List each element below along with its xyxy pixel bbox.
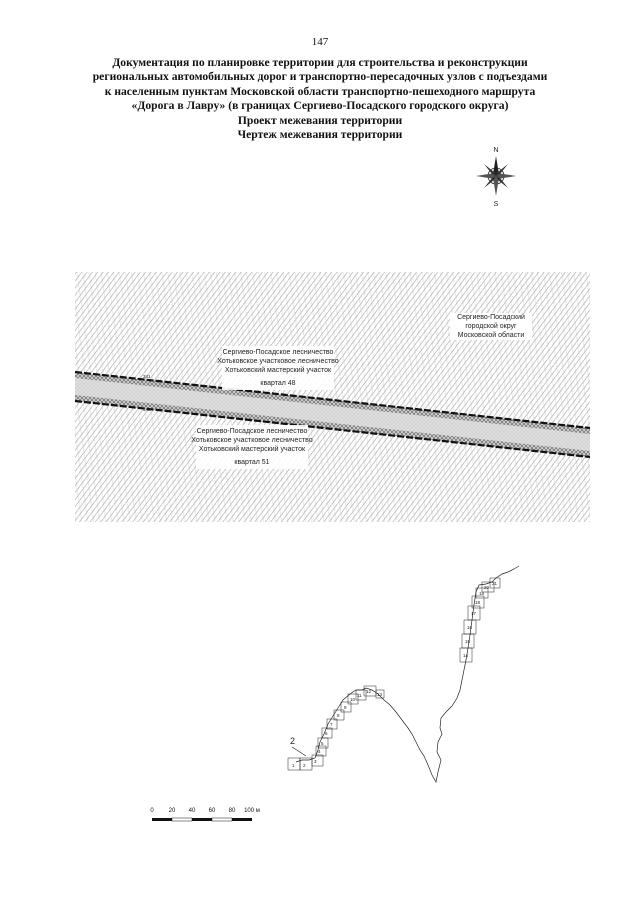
svg-text:Хотьковский мастерский участок: Хотьковский мастерский участок [224,367,332,374]
svg-text:20: 20 [484,585,490,590]
svg-text:8: 8 [337,713,340,718]
svg-text:7: 7 [330,722,333,727]
overview-sheet-numbers [292,581,498,768]
title-line: региональных автомобильных дорог и транспортно-пересадочных узлов с подъездами [92,70,548,84]
svg-text:квартал 51: квартал 51 [234,459,270,466]
svg-text:Хотьковский мастерский участок: Хотьковский мастерский участок [198,446,306,453]
subtitle-drawing: Чертеж межевания территории [237,128,403,142]
svg-text:12: 12 [366,689,372,694]
okrug-label [450,313,532,340]
svg-text:5: 5 [321,741,324,746]
svg-text:11: 11 [357,693,362,698]
svg-text:16: 16 [467,625,473,630]
kvartal-51-label [191,425,313,469]
point-label-341: 341 [143,374,151,379]
scale-tick-80: 80 [228,808,236,814]
svg-text:15: 15 [465,639,471,644]
svg-text:19: 19 [479,591,485,596]
svg-text:Сергиево-Посадский: Сергиево-Посадский [457,314,525,321]
svg-text:6: 6 [325,731,328,736]
svg-text:квартал 48: квартал 48 [260,380,296,387]
scale-tick-40: 40 [188,808,196,814]
scale-tick-100: 100 м [244,808,260,814]
svg-text:Сергиево-Посадское лесничество: Сергиево-Посадское лесничество [196,428,308,435]
svg-text:14: 14 [463,653,469,658]
svg-text:3: 3 [314,759,317,764]
title-line: к населенным пунктам Московской области транспортно-пешеходного маршрута [104,84,536,98]
current-sheet-leader [292,747,306,756]
svg-text:Московской области: Московской области [457,332,525,339]
current-sheet-number: 2 [290,736,296,746]
svg-text:Сергиево-Посадское лесничество: Сергиево-Посадское лесничество [222,349,334,356]
svg-text:10: 10 [350,697,356,702]
subtitle-project: Проект межевания территории [237,113,403,127]
title-line: «Дорога в Лавру» (в границах Сергиево-Посадского городского округа) [131,99,509,113]
overview-sheet-frames [288,578,500,770]
svg-text:4: 4 [318,749,321,754]
svg-text:1: 1 [292,763,295,768]
overview-map [288,566,519,782]
svg-text:Хотьковское участковое лесниче: Хотьковское участковое лесничество [217,358,339,365]
svg-text:21: 21 [492,581,498,586]
scale-bar [150,808,260,821]
kvartal-48-label [217,346,339,390]
compass-south-label: S [493,201,499,208]
svg-text:13: 13 [377,692,383,697]
title-line: Документация по планировке территории для строительства и реконструкции [112,56,528,69]
compass-north-label: N [493,147,499,154]
overview-route-line [296,566,519,782]
svg-text:18: 18 [475,600,481,605]
compass-rose [476,147,516,208]
svg-text:городской округ: городской округ [465,323,517,330]
svg-text:17: 17 [471,611,477,616]
svg-text:2: 2 [303,763,306,768]
svg-text:Хотьковское участковое лесниче: Хотьковское участковое лесничество [191,437,313,444]
svg-text:9: 9 [344,705,347,710]
point-label-342: 342 [143,407,151,412]
scale-tick-0: 0 [150,808,154,814]
scale-tick-60: 60 [208,808,216,814]
page-number: 147 [311,36,329,48]
scale-tick-20: 20 [168,808,176,814]
